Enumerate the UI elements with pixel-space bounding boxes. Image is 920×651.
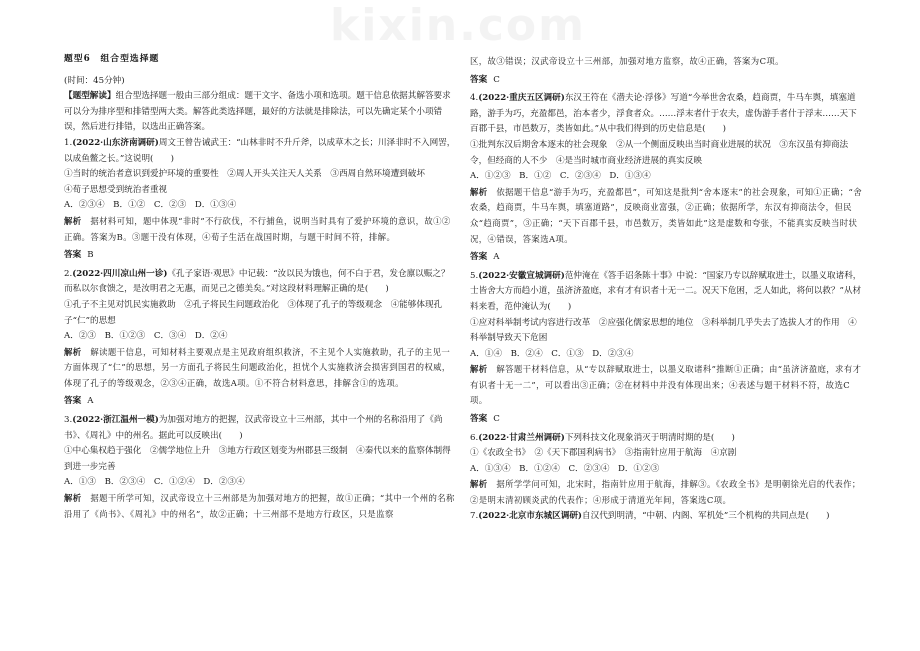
question-2-answer (64, 394, 456, 410)
question-2-analysis (64, 345, 456, 392)
analysis-label: 解析 (64, 215, 82, 226)
intro-label: 【题型解读】 (64, 91, 116, 102)
question-source: (2022·浙江温州一模) (72, 415, 159, 426)
answer-value: C (493, 74, 500, 85)
analysis-label: 解析 (470, 364, 488, 375)
question-stem: 下列科技文化现象消灭于明清时期的是( ) (564, 432, 735, 443)
question-2-options: A．②③ B．①②③ C．③④ D．②④ (64, 331, 228, 342)
question-3-options: A．①③ B．②③④ C．①②④ D．②③④ (64, 477, 245, 488)
analysis-label: 解析 (470, 186, 488, 197)
question-6-items: ①《农政全书》 ②《天下郡国利病书》 ③指南针应用于航海 ④京剧 (470, 448, 737, 459)
question-source: (2022·安徽宣城调研) (478, 270, 565, 281)
question-stem: 东汉王符在《潜夫论·浮侈》写道“今举世舍农桑，趋商贾，牛马车舆，填塞道路，游手为巧，充盈都邑，治本者少，浮食者众。……浮末者什于农夫，虚伪游手者什于浮末……天下百郡千县，市邑数万，类皆如此。”从中我们得到的历史信息是( ) (470, 93, 857, 135)
question-4-items: ①批判东汉后期舍本逐末的社会现象 ②从一个侧面反映出当时商业进展的状况 ③东汉虽有抑商法令，但经商的人不少 ④是当时城市商业经济进展的真实反映 (470, 139, 849, 166)
question-1-items-2: ④荀子思想受到统治者重视 (64, 184, 168, 195)
question-1-items: ①当时的统治者意识到爱护环境的重要性 ②周人开头关注天人关系 ③西周自然环境遭到破坏 (64, 169, 425, 180)
answer-value: A (87, 396, 94, 407)
question-number: 4. (470, 93, 479, 104)
question-4-stem (470, 91, 862, 138)
question-source: (2022·北京市东城区调研) (478, 510, 582, 521)
answer-label: 答案 (64, 396, 82, 407)
question-1-stem (64, 136, 456, 167)
question-source: (2022·四川凉山州一诊) (72, 268, 168, 279)
analysis-label: 解析 (64, 493, 82, 504)
question-5-options: A．①④ B．②④ C．①③ D．②③④ (470, 348, 634, 359)
question-2-stem (64, 267, 456, 298)
question-6-stem (470, 431, 862, 447)
question-3-stem (64, 413, 456, 444)
question-4-answer (470, 250, 862, 266)
question-2-items: ①孔子不主见对饥民实施救助 ②孔子将民生问题政治化 ③体现了孔子的等级观念 ④能够体现孔子“仁”的思想 (64, 299, 443, 326)
answer-label: 答案 (470, 252, 488, 263)
question-3-analysis (64, 491, 456, 522)
question-stem: 《孔子家语·观思》中记载：“汝以民为饿也，何不白于君，发仓廪以赈之？而私以尔食馈之，是汝明君之无惠，而见己之德美矣。”对这段材料理解正确的是( ) (64, 268, 450, 295)
time-limit: (时间：45分钟) (64, 75, 125, 86)
answer-label: 答案 (64, 250, 82, 261)
watermark: kixin.com (330, 0, 587, 51)
question-5-stem (470, 269, 862, 316)
question-number: 2. (64, 268, 73, 279)
question-number: 6. (470, 432, 479, 443)
question-4-options: A．①②③ B．①② C．②③④ D．①③④ (470, 171, 651, 182)
question-source: (2022·重庆五区调研) (478, 93, 565, 104)
intro-text: 组合型选择题一般由三部分组成：题干文字、备选小项和选项。题干信息依据其解答要求可以分为排序型和排错型两大类。解答此类选择题，最好的方法就是排除法，可以先确定某个小项错误，然后进行排错，以选出正确答案。 (64, 91, 451, 133)
answer-value: B (87, 250, 94, 261)
question-5-answer (470, 412, 862, 428)
right-column (470, 54, 862, 524)
analysis-label: 解析 (470, 479, 488, 490)
question-1-options: A．②③④ B．①② C．②③ D．①③④ (64, 200, 237, 211)
question-stem: 范仲淹在《答手诏条陈十事》中说：“国家乃专以辞赋取进士，以墨义取诸科，士皆舍大方而趋小道，虽济济盈庭，求有才有识者十无一二。况天下危困，乏人如此，将何以救？”从材料来看，范仲淹认为( ) (470, 270, 862, 312)
question-number: 3. (64, 415, 73, 426)
question-stem: 自汉代到明清，“中朝、内阁、军机处”三个机构的共同点是( ) (582, 510, 830, 521)
analysis-text: 据材料可知，题中体现“非时”不行砍伐，不行捕鱼，说明当时具有了爱护环境的意识，故①②正确。答案为B。③题干没有体现，④荀子生活在战国时期，与题干时间不符，排解。 (64, 215, 451, 242)
answer-value: C (493, 414, 500, 425)
question-stem: 周文王曾告诫武王：“山林非时不升斤斧，以成草木之长；川泽非时不入网罟，以成鱼鳖之长。”这说明( ) (64, 137, 456, 164)
answer-value: A (493, 252, 500, 263)
analysis-text: 依据题干信息“游手为巧，充盈都邑”，可知这是批判“舍本逐末”的社会现象，可知①正确；“舍农桑，趋商贾，牛马车舆，填塞道路”，反映商业富强，②正确；依据所学，东汉有抑商法令，但民众“趋商贾”，③正确；“天下百郡千县，市邑数万，类皆如此”这是虚数和夸张，不能真实反映当时状况，④错误，答案选A项。 (470, 186, 862, 244)
question-6-analysis (470, 477, 862, 508)
analysis-label: 解析 (64, 346, 82, 357)
question-number: 1. (64, 137, 73, 148)
question-stem: 为加强对地方的把握，汉武帝设立十三州部，其中一个州的名称沿用了《尚书》、《周礼》中的州名。据此可以反映出( ) (64, 415, 443, 441)
question-1-analysis (64, 214, 456, 245)
answer-label: 答案 (470, 74, 488, 85)
question-7-stem (470, 509, 862, 525)
question-number: 5. (470, 270, 479, 281)
analysis-text: 据所学学问可知，北宋时，指南针应用于航海，排解③。《农政全书》是明朝徐光启的代表作；②是明末清初顾炎武的代表作；④形成于清道光年间，答案选C项。 (470, 479, 861, 506)
question-5-items: ①应对科举制考试内容进行改革 ②应强化儒家思想的地位 ③科举制几乎失去了选拔人才的作用 ④科举制导致天下危困 (470, 317, 857, 344)
analysis-text: 据题干所学可知，汉武帝设立十三州部是为加强对地方的把握，故①正确；“其中一个州的名称沿用了《尚书》、《周礼》中的州名”，故②正确；十三州部不是地方行政区，只是监察 (64, 493, 455, 519)
question-5-analysis (470, 362, 862, 409)
question-3-items: ①中心集权趋于强化 ②儒学地位上升 ③地方行政区划变为州郡县三级制 ④秦代以来的监察体制得到进一步完善 (64, 446, 451, 472)
question-number: 7. (470, 510, 479, 521)
analysis-text: 解读题干信息，可知材料主要观点是主见政府组织救济，不主见个人实施救助，孔子的主见一方面体现了“仁”的思想，另一方面孔子将民生问题政治化，担忧个人实施救济会损害到国君的权威，体现了孔子的等级观念，②③④正确，故选A项。①不符合材料意思，排解含①的选项。 (64, 346, 451, 388)
question-4-analysis (470, 185, 862, 247)
question-3-analysis-continued: 区，故③错误；汉武帝设立十三州部，加强对地方监察，故④正确，答案为C项。 (470, 56, 784, 66)
question-1-answer (64, 248, 456, 264)
question-source: (2022·甘肃兰州调研) (478, 432, 565, 443)
question-3-answer (470, 73, 862, 89)
intro-paragraph (64, 89, 456, 136)
analysis-text: 解答题干材料信息，从“专以辞赋取进士，以墨义取诸科”推断①正确；由“虽济济盈庭，求有才有识者十无一二”，可以看出③正确；②在材料中并没有体现出来；④表述与题干材料不符，故选C项。 (470, 364, 862, 406)
question-6-options: A．①③④ B．①②④ C．②③④ D．①②③ (470, 463, 660, 474)
left-column (64, 52, 456, 522)
section-title: 题型6 组合型选择题 (64, 54, 160, 64)
question-source: (2022·山东济南调研) (72, 137, 159, 148)
answer-label: 答案 (470, 414, 488, 425)
